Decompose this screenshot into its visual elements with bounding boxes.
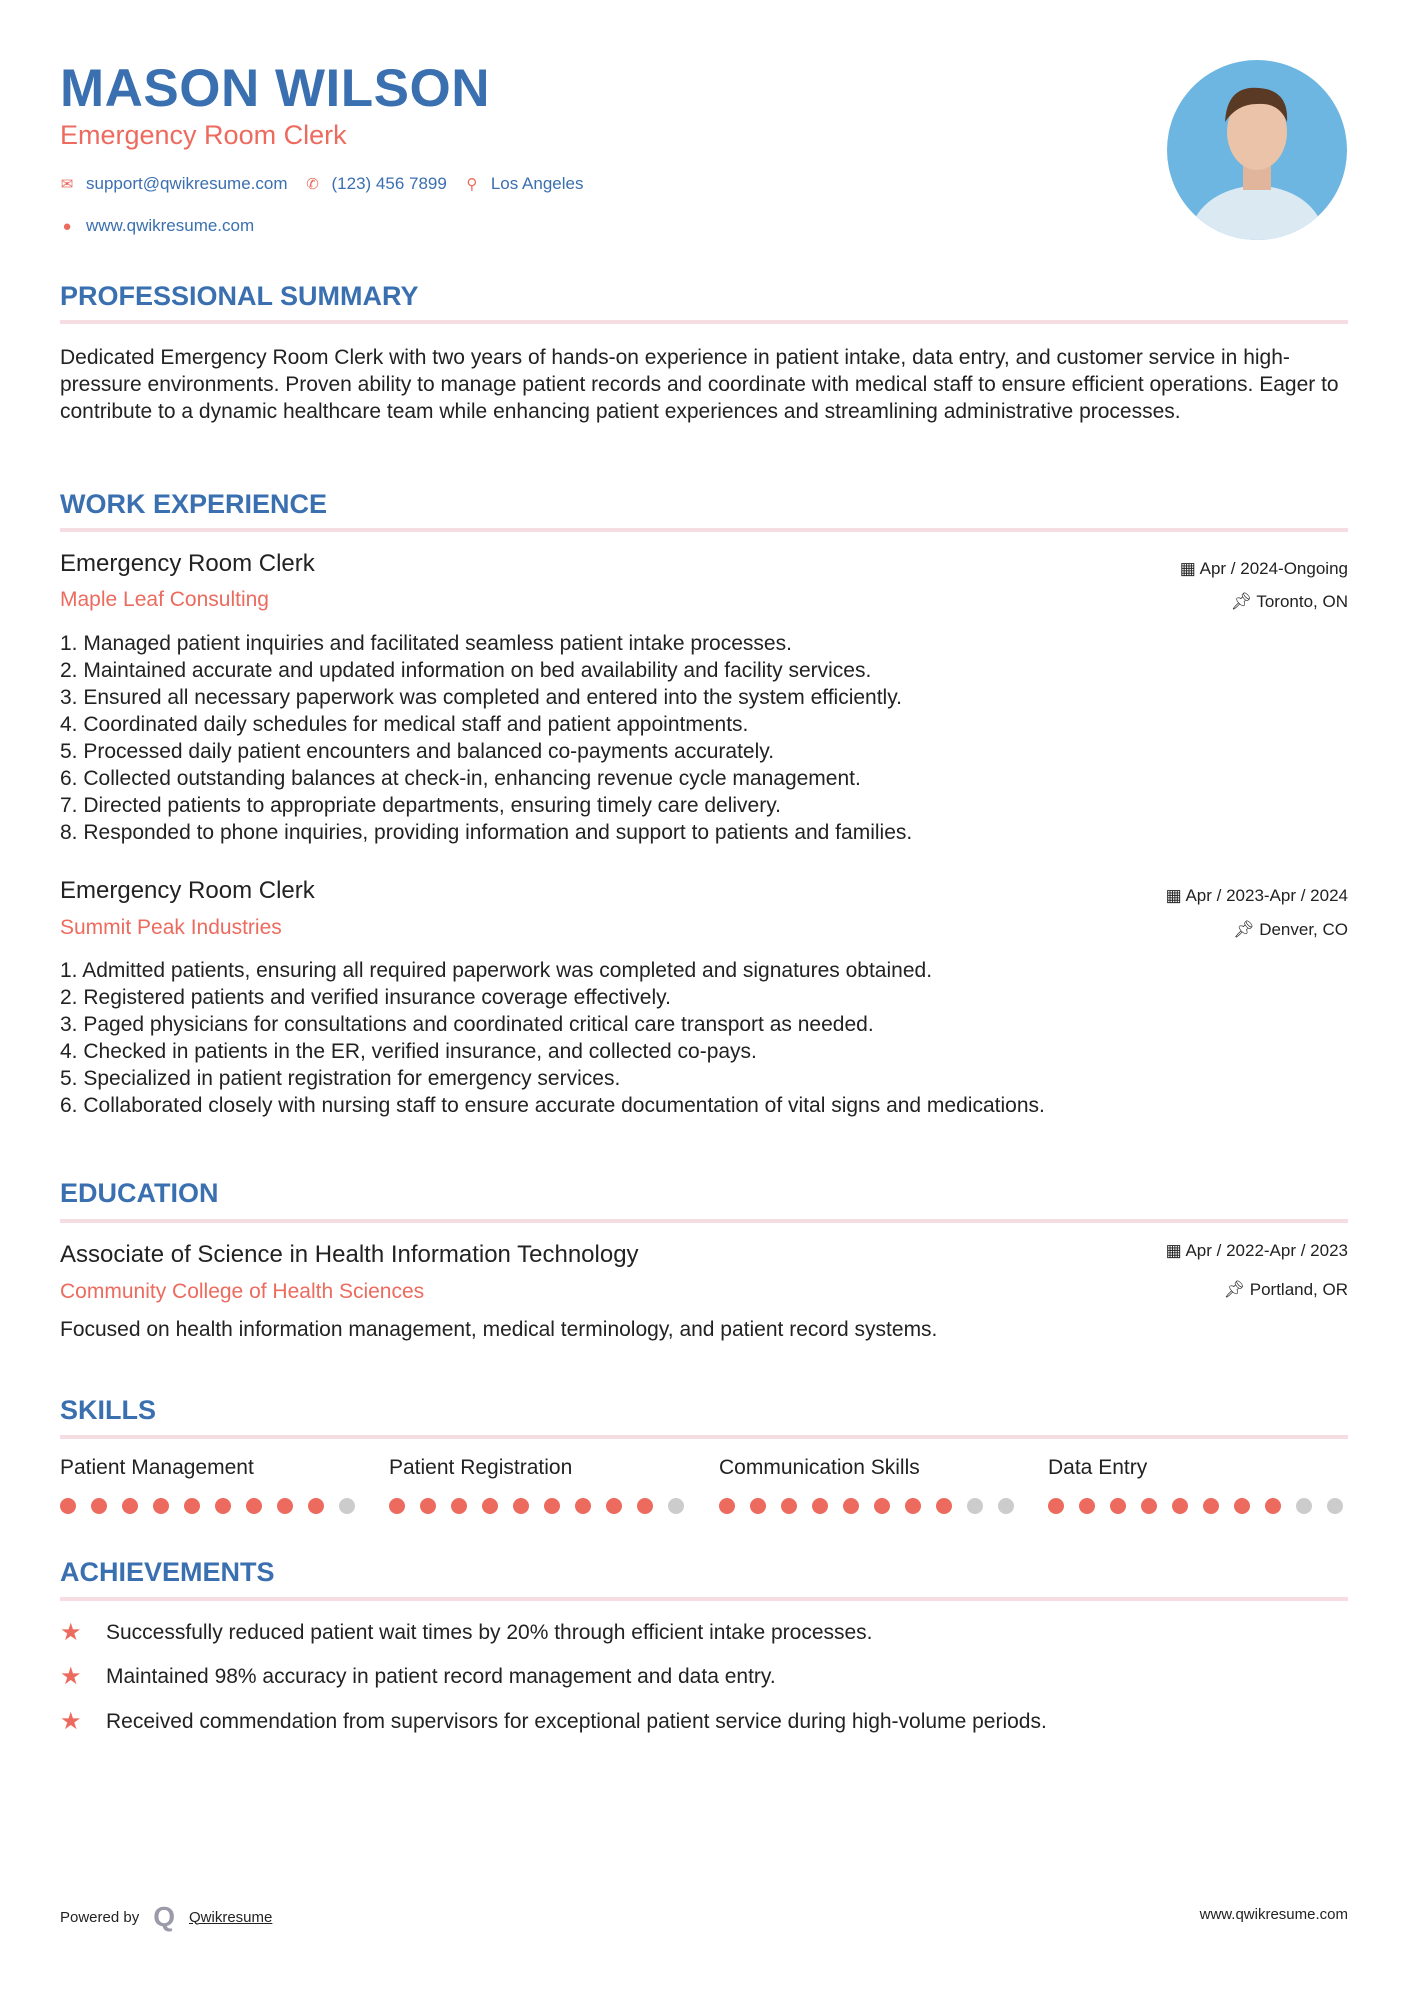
location-text: Portland, OR <box>1249 1280 1348 1299</box>
divider <box>60 1597 1348 1601</box>
date-text: Apr / 2022-Apr / 2023 <box>1185 1241 1348 1260</box>
skill-dot <box>668 1498 684 1514</box>
skill-dot <box>905 1498 921 1514</box>
calendar-icon: ▦ <box>1165 1241 1186 1260</box>
location-text: Denver, CO <box>1259 920 1348 939</box>
achievement-item <box>60 1618 873 1647</box>
star-icon: ★ <box>60 1708 82 1735</box>
skill-dot <box>420 1498 436 1514</box>
skill-dot <box>781 1498 797 1514</box>
skill-item <box>1048 1456 1348 1514</box>
education-date <box>1166 1241 1348 1261</box>
skill-dot <box>482 1498 498 1514</box>
skill-rating <box>719 1498 1019 1514</box>
skill-dot <box>998 1498 1014 1514</box>
divider <box>60 1435 1348 1439</box>
skill-dot <box>153 1498 169 1514</box>
date-text: Apr / 2024-Ongoing <box>1199 559 1348 578</box>
contact-row <box>58 174 583 194</box>
pin-icon: 📌︎ <box>1223 1280 1250 1299</box>
location-text: Los Angeles <box>490 174 584 193</box>
list-item: 5. Specialized in patient registration for emergency services. <box>60 1067 621 1090</box>
achievement-item <box>60 1662 776 1691</box>
location-pin-icon: ⚲ <box>466 176 478 193</box>
skill-dot <box>967 1498 983 1514</box>
job-bullets <box>60 957 1045 1119</box>
pin-icon: 📌︎ <box>1230 592 1257 611</box>
calendar-icon: ▦ <box>1179 559 1200 578</box>
footer-powered <box>60 1901 272 1933</box>
email-icon: ✉ <box>60 176 74 193</box>
list-item: 7. Directed patients to appropriate departments, ensuring timely care delivery. <box>60 794 781 817</box>
skill-rating <box>60 1498 360 1514</box>
divider <box>60 1219 1348 1223</box>
list-item: 5. Processed daily patient encounters and balanced co-payments accurately. <box>60 740 775 763</box>
calendar-icon: ▦ <box>1165 886 1186 905</box>
education-heading: EDUCATION <box>60 1178 219 1208</box>
skill-dot <box>91 1498 107 1514</box>
job-date <box>1180 559 1348 579</box>
skill-name: Patient Management <box>60 1456 254 1479</box>
date-text: Apr / 2023-Apr / 2024 <box>1185 886 1348 905</box>
skill-dot <box>1296 1498 1312 1514</box>
skill-dot <box>1079 1498 1095 1514</box>
skill-dot <box>215 1498 231 1514</box>
list-item: 6. Collaborated closely with nursing staff to ensure accurate documentation of vital signs and medications. <box>60 1094 1045 1117</box>
location-text: Toronto, ON <box>1256 592 1348 611</box>
skill-dot <box>1141 1498 1157 1514</box>
phone-icon: ✆ <box>306 176 319 193</box>
skill-dot <box>1203 1498 1219 1514</box>
skill-dot <box>750 1498 766 1514</box>
skill-rating <box>389 1498 689 1514</box>
job-title: Emergency Room Clerk <box>60 877 315 904</box>
divider <box>60 320 1348 324</box>
powered-by-text: Powered by <box>60 1908 140 1926</box>
star-icon: ★ <box>60 1619 82 1646</box>
skill-dot <box>277 1498 293 1514</box>
globe-icon: ● <box>62 217 72 235</box>
skill-dot <box>874 1498 890 1514</box>
job-bullets <box>60 630 912 846</box>
job-location <box>1230 592 1348 612</box>
qwikresume-logo-icon: Q <box>153 1901 175 1932</box>
profile-photo <box>1167 60 1347 240</box>
skill-dot <box>1327 1498 1343 1514</box>
phone-text: (123) 456 7899 <box>331 174 447 193</box>
skill-dot <box>1265 1498 1281 1514</box>
skill-dot <box>308 1498 324 1514</box>
degree: Associate of Science in Health Information Technology <box>60 1241 639 1268</box>
skill-dot <box>389 1498 405 1514</box>
job-title: Emergency Room Clerk <box>60 550 315 577</box>
achievements-heading: ACHIEVEMENTS <box>60 1557 275 1587</box>
pin-icon: 📌︎ <box>1232 920 1260 939</box>
candidate-name: MASON WILSON <box>60 59 490 118</box>
summary-heading: PROFESSIONAL SUMMARY <box>60 281 419 311</box>
skill-dot <box>936 1498 952 1514</box>
divider <box>60 528 1348 532</box>
skill-dot <box>60 1498 76 1514</box>
skill-dot <box>184 1498 200 1514</box>
job-location <box>1233 920 1348 940</box>
experience-heading: WORK EXPERIENCE <box>60 489 328 519</box>
skill-dot <box>812 1498 828 1514</box>
brand-link[interactable]: Qwikresume <box>189 1908 273 1926</box>
email-link[interactable]: support@qwikresume.com <box>86 174 288 193</box>
skills-heading: SKILLS <box>60 1395 157 1425</box>
achievement-text: Successfully reduced patient wait times by 20% through efficient intake processes. <box>106 1620 873 1644</box>
summary-text: Dedicated Emergency Room Clerk with two years of hands-on experience in patient intake, data entry, and customer service in high-pressure environments. Proven ability to manage patient records and coordinate with medical staff to ensure efficient operations. Eager to contribute to a dynamic healthcare team while enhancing patient experiences and streamlining administrative processes. <box>60 346 1339 423</box>
skill-dot <box>843 1498 859 1514</box>
list-item: 2. Registered patients and verified insurance coverage effectively. <box>60 986 671 1009</box>
list-item: 4. Checked in patients in the ER, verified insurance, and collected co-pays. <box>60 1040 757 1063</box>
job-company: Maple Leaf Consulting <box>60 588 269 611</box>
skill-dot <box>246 1498 262 1514</box>
candidate-title: Emergency Room Clerk <box>60 120 347 150</box>
skill-item <box>389 1456 689 1514</box>
skill-name: Data Entry <box>1048 1456 1148 1479</box>
list-item: 1. Managed patient inquiries and facilitated seamless patient intake processes. <box>60 632 792 655</box>
list-item: 3. Ensured all necessary paperwork was completed and entered into the system efficiently. <box>60 686 902 709</box>
education-description: Focused on health information management, medical terminology, and patient record systems. <box>60 1318 938 1341</box>
school: Community College of Health Sciences <box>60 1280 425 1303</box>
skill-name: Communication Skills <box>719 1456 920 1479</box>
education-location <box>1223 1280 1348 1300</box>
skill-dot <box>1172 1498 1188 1514</box>
achievement-text: Maintained 98% accuracy in patient record management and data entry. <box>106 1664 776 1688</box>
skill-dot <box>544 1498 560 1514</box>
achievement-item <box>60 1707 1047 1736</box>
skill-dot <box>719 1498 735 1514</box>
skill-dot <box>513 1498 529 1514</box>
list-item: 2. Maintained accurate and updated information on bed availability and facility services. <box>60 659 872 682</box>
skill-item <box>60 1456 360 1514</box>
skill-dot <box>1048 1498 1064 1514</box>
website-row <box>58 216 254 236</box>
skill-rating <box>1048 1498 1348 1514</box>
list-item: 1. Admitted patients, ensuring all required paperwork was completed and signatures obtained. <box>60 959 933 982</box>
job-date <box>1166 886 1348 906</box>
footer-website[interactable]: www.qwikresume.com <box>1199 1906 1348 1923</box>
star-icon: ★ <box>60 1663 82 1690</box>
skill-dot <box>637 1498 653 1514</box>
skill-dot <box>122 1498 138 1514</box>
skill-dot <box>339 1498 355 1514</box>
skill-name: Patient Registration <box>389 1456 573 1479</box>
skill-dot <box>575 1498 591 1514</box>
skill-item <box>719 1456 1019 1514</box>
list-item: 8. Responded to phone inquiries, providing information and support to patients and families. <box>60 821 913 844</box>
skill-dot <box>1110 1498 1126 1514</box>
list-item: 3. Paged physicians for consultations and coordinated critical care transport as needed. <box>60 1013 874 1036</box>
achievement-text: Received commendation from supervisors for exceptional patient service during high-volume periods. <box>106 1709 1047 1733</box>
list-item: 4. Coordinated daily schedules for medical staff and patient appointments. <box>60 713 749 736</box>
skill-dot <box>1234 1498 1250 1514</box>
website-link[interactable]: www.qwikresume.com <box>86 216 255 235</box>
job-company: Summit Peak Industries <box>60 916 282 939</box>
skill-dot <box>451 1498 467 1514</box>
list-item: 6. Collected outstanding balances at check-in, enhancing revenue cycle management. <box>60 767 861 790</box>
skill-dot <box>606 1498 622 1514</box>
